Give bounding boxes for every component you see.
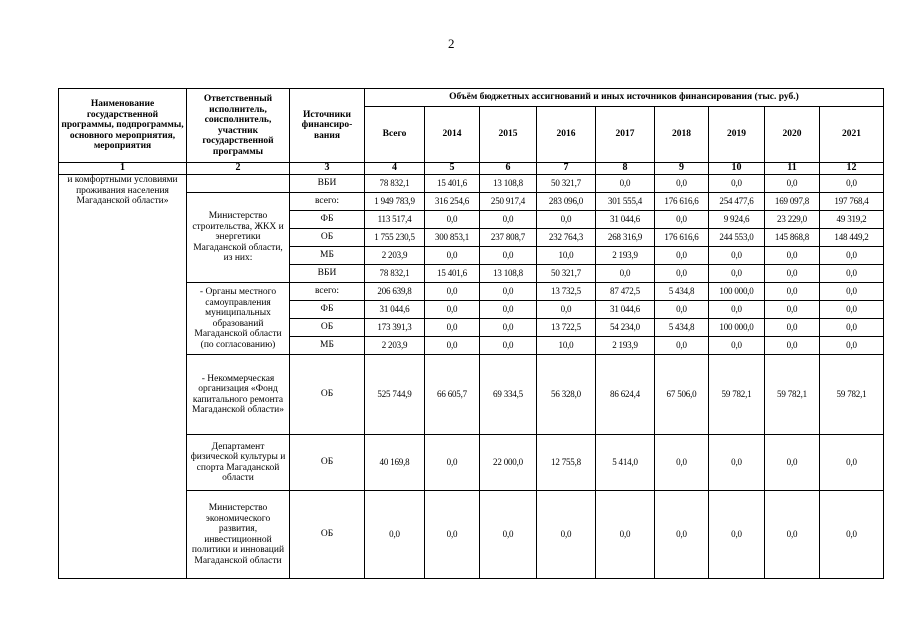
- value-cell: 5 434,8: [655, 319, 709, 337]
- value-cell: 0,0: [425, 247, 480, 265]
- value-cell: 0,0: [820, 283, 884, 301]
- value-cell: 316 254,6: [425, 193, 480, 211]
- value-cell: 0,0: [480, 319, 537, 337]
- value-cell: 0,0: [425, 319, 480, 337]
- value-cell: 0,0: [765, 491, 820, 579]
- header-source: Источники финансиро-вания: [290, 89, 365, 163]
- header-column: 2020: [765, 107, 820, 163]
- value-cell: 59 782,1: [709, 355, 765, 435]
- value-cell: 87 472,5: [596, 283, 655, 301]
- column-number: 9: [655, 163, 709, 175]
- value-cell: 0,0: [596, 175, 655, 193]
- value-cell: 0,0: [596, 265, 655, 283]
- value-cell: 67 506,0: [655, 355, 709, 435]
- header-executor: Ответственный исполнитель, соисполнитель, участник государственной программы: [187, 89, 290, 163]
- value-cell: 0,0: [425, 211, 480, 229]
- value-cell: 15 401,6: [425, 265, 480, 283]
- value-cell: 31 044,6: [365, 301, 425, 319]
- value-cell: 10,0: [537, 337, 596, 355]
- value-cell: 13 732,5: [537, 283, 596, 301]
- header-column: 2018: [655, 107, 709, 163]
- table-row: [59, 175, 884, 193]
- executor-cell: Министерство экономического развития, инвестиционной политики и инноваций Магаданской области: [187, 491, 290, 579]
- value-cell: 9 924,6: [709, 211, 765, 229]
- value-cell: 0,0: [596, 491, 655, 579]
- value-cell: 2 193,9: [596, 247, 655, 265]
- value-cell: 0,0: [820, 491, 884, 579]
- header-column: 2016: [537, 107, 596, 163]
- value-cell: 100 000,0: [709, 319, 765, 337]
- value-cell: 0,0: [765, 435, 820, 491]
- value-cell: 49 319,2: [820, 211, 884, 229]
- value-cell: 0,0: [820, 247, 884, 265]
- value-cell: 0,0: [709, 175, 765, 193]
- value-cell: 0,0: [425, 491, 480, 579]
- value-cell: 169 097,8: [765, 193, 820, 211]
- value-cell: 254 477,6: [709, 193, 765, 211]
- column-number: 10: [709, 163, 765, 175]
- value-cell: 206 639,8: [365, 283, 425, 301]
- value-cell: 86 624,4: [596, 355, 655, 435]
- executor-cell: Министерство строительства, ЖКХ и энергетики Магаданской области, из них:: [187, 193, 290, 283]
- value-cell: 173 391,3: [365, 319, 425, 337]
- value-cell: 0,0: [820, 301, 884, 319]
- value-cell: 0,0: [820, 435, 884, 491]
- column-number: 5: [425, 163, 480, 175]
- column-number: 12: [820, 163, 884, 175]
- header-budget-group: Объём бюджетных ассигнований и иных источников финансирования (тыс. руб.): [365, 89, 884, 107]
- value-cell: 50 321,7: [537, 175, 596, 193]
- value-cell: 0,0: [765, 265, 820, 283]
- value-cell: 0,0: [537, 301, 596, 319]
- value-cell: 0,0: [765, 319, 820, 337]
- value-cell: 50 321,7: [537, 265, 596, 283]
- value-cell: 525 744,9: [365, 355, 425, 435]
- value-cell: 0,0: [655, 301, 709, 319]
- value-cell: 2 203,9: [365, 337, 425, 355]
- value-cell: 0,0: [480, 211, 537, 229]
- value-cell: 0,0: [655, 211, 709, 229]
- source-cell: ФБ: [290, 301, 365, 319]
- value-cell: 13 108,8: [480, 265, 537, 283]
- header-name: Наименование государственной программы, подпрограммы, основного мероприятия, мероприятия: [59, 89, 187, 163]
- value-cell: 113 517,4: [365, 211, 425, 229]
- value-cell: 2 193,9: [596, 337, 655, 355]
- column-number-row: [59, 163, 884, 175]
- column-number: 7: [537, 163, 596, 175]
- value-cell: 5 414,0: [596, 435, 655, 491]
- value-cell: 0,0: [655, 491, 709, 579]
- executor-cell: Департамент физической культуры и спорта Магаданской области: [187, 435, 290, 491]
- value-cell: 0,0: [820, 337, 884, 355]
- value-cell: 31 044,6: [596, 301, 655, 319]
- value-cell: 12 755,8: [537, 435, 596, 491]
- value-cell: 0,0: [709, 247, 765, 265]
- executor-cell: - Некоммерческая организация «Фонд капитального ремонта Магаданской области»: [187, 355, 290, 435]
- value-cell: 0,0: [425, 301, 480, 319]
- value-cell: 0,0: [709, 337, 765, 355]
- value-cell: 0,0: [365, 491, 425, 579]
- value-cell: 22 000,0: [480, 435, 537, 491]
- value-cell: 13 108,8: [480, 175, 537, 193]
- header-column: 2019: [709, 107, 765, 163]
- source-cell: ВБИ: [290, 175, 365, 193]
- value-cell: 0,0: [655, 247, 709, 265]
- value-cell: 176 616,6: [655, 193, 709, 211]
- value-cell: 0,0: [820, 265, 884, 283]
- executor-cell: [187, 175, 290, 193]
- value-cell: 0,0: [480, 491, 537, 579]
- value-cell: 0,0: [820, 319, 884, 337]
- value-cell: 250 917,4: [480, 193, 537, 211]
- value-cell: 0,0: [480, 301, 537, 319]
- value-cell: 13 722,5: [537, 319, 596, 337]
- column-number: 6: [480, 163, 537, 175]
- value-cell: 100 000,0: [709, 283, 765, 301]
- value-cell: 0,0: [480, 337, 537, 355]
- value-cell: 59 782,1: [820, 355, 884, 435]
- header-column: 2017: [596, 107, 655, 163]
- header-column: 2015: [480, 107, 537, 163]
- value-cell: 23 229,0: [765, 211, 820, 229]
- source-cell: МБ: [290, 247, 365, 265]
- value-cell: 0,0: [765, 175, 820, 193]
- value-cell: 0,0: [765, 283, 820, 301]
- value-cell: 1 755 230,5: [365, 229, 425, 247]
- header-column: 2014: [425, 107, 480, 163]
- source-cell: ОБ: [290, 435, 365, 491]
- value-cell: 15 401,6: [425, 175, 480, 193]
- value-cell: 0,0: [537, 491, 596, 579]
- value-cell: 0,0: [709, 265, 765, 283]
- source-cell: МБ: [290, 337, 365, 355]
- value-cell: 78 832,1: [365, 175, 425, 193]
- source-cell: всего:: [290, 193, 365, 211]
- column-number: 8: [596, 163, 655, 175]
- value-cell: 0,0: [709, 435, 765, 491]
- value-cell: 2 203,9: [365, 247, 425, 265]
- column-number: 11: [765, 163, 820, 175]
- value-cell: 301 555,4: [596, 193, 655, 211]
- source-cell: всего:: [290, 283, 365, 301]
- value-cell: 0,0: [765, 337, 820, 355]
- value-cell: 0,0: [537, 211, 596, 229]
- value-cell: 59 782,1: [765, 355, 820, 435]
- value-cell: 66 605,7: [425, 355, 480, 435]
- budget-table: [58, 88, 884, 579]
- value-cell: 56 328,0: [537, 355, 596, 435]
- table-body: [59, 175, 884, 579]
- value-cell: 31 044,6: [596, 211, 655, 229]
- value-cell: 232 764,3: [537, 229, 596, 247]
- source-cell: ОБ: [290, 355, 365, 435]
- column-number: 3: [290, 163, 365, 175]
- source-cell: ВБИ: [290, 265, 365, 283]
- executor-cell: - Органы местного самоуправления муниципальных образований Магаданской области (по согласованию): [187, 283, 290, 355]
- source-cell: ФБ: [290, 211, 365, 229]
- value-cell: 148 449,2: [820, 229, 884, 247]
- page-number: 2: [448, 36, 455, 51]
- value-cell: 5 434,8: [655, 283, 709, 301]
- value-cell: 0,0: [655, 435, 709, 491]
- value-cell: 0,0: [425, 337, 480, 355]
- value-cell: 78 832,1: [365, 265, 425, 283]
- source-cell: ОБ: [290, 491, 365, 579]
- column-number: 4: [365, 163, 425, 175]
- source-cell: ОБ: [290, 319, 365, 337]
- header-column: 2021: [820, 107, 884, 163]
- column-number: 1: [59, 163, 187, 175]
- value-cell: 237 808,7: [480, 229, 537, 247]
- value-cell: 0,0: [765, 301, 820, 319]
- table-header: [59, 89, 884, 175]
- value-cell: 283 096,0: [537, 193, 596, 211]
- value-cell: 244 553,0: [709, 229, 765, 247]
- value-cell: 0,0: [655, 337, 709, 355]
- value-cell: 0,0: [480, 283, 537, 301]
- value-cell: 0,0: [425, 435, 480, 491]
- value-cell: 268 316,9: [596, 229, 655, 247]
- header-column: Всего: [365, 107, 425, 163]
- program-name-cell: и комфортными условиями проживания населения Магаданской области»: [59, 175, 187, 579]
- value-cell: 0,0: [765, 247, 820, 265]
- value-cell: 0,0: [709, 491, 765, 579]
- value-cell: 300 853,1: [425, 229, 480, 247]
- source-cell: ОБ: [290, 229, 365, 247]
- column-number: 2: [187, 163, 290, 175]
- value-cell: 0,0: [820, 175, 884, 193]
- value-cell: 145 868,8: [765, 229, 820, 247]
- value-cell: 0,0: [655, 265, 709, 283]
- value-cell: 0,0: [655, 175, 709, 193]
- value-cell: 0,0: [425, 283, 480, 301]
- value-cell: 10,0: [537, 247, 596, 265]
- value-cell: 40 169,8: [365, 435, 425, 491]
- value-cell: 176 616,6: [655, 229, 709, 247]
- value-cell: 1 949 783,9: [365, 193, 425, 211]
- value-cell: 69 334,5: [480, 355, 537, 435]
- value-cell: 0,0: [480, 247, 537, 265]
- value-cell: 54 234,0: [596, 319, 655, 337]
- value-cell: 197 768,4: [820, 193, 884, 211]
- value-cell: 0,0: [709, 301, 765, 319]
